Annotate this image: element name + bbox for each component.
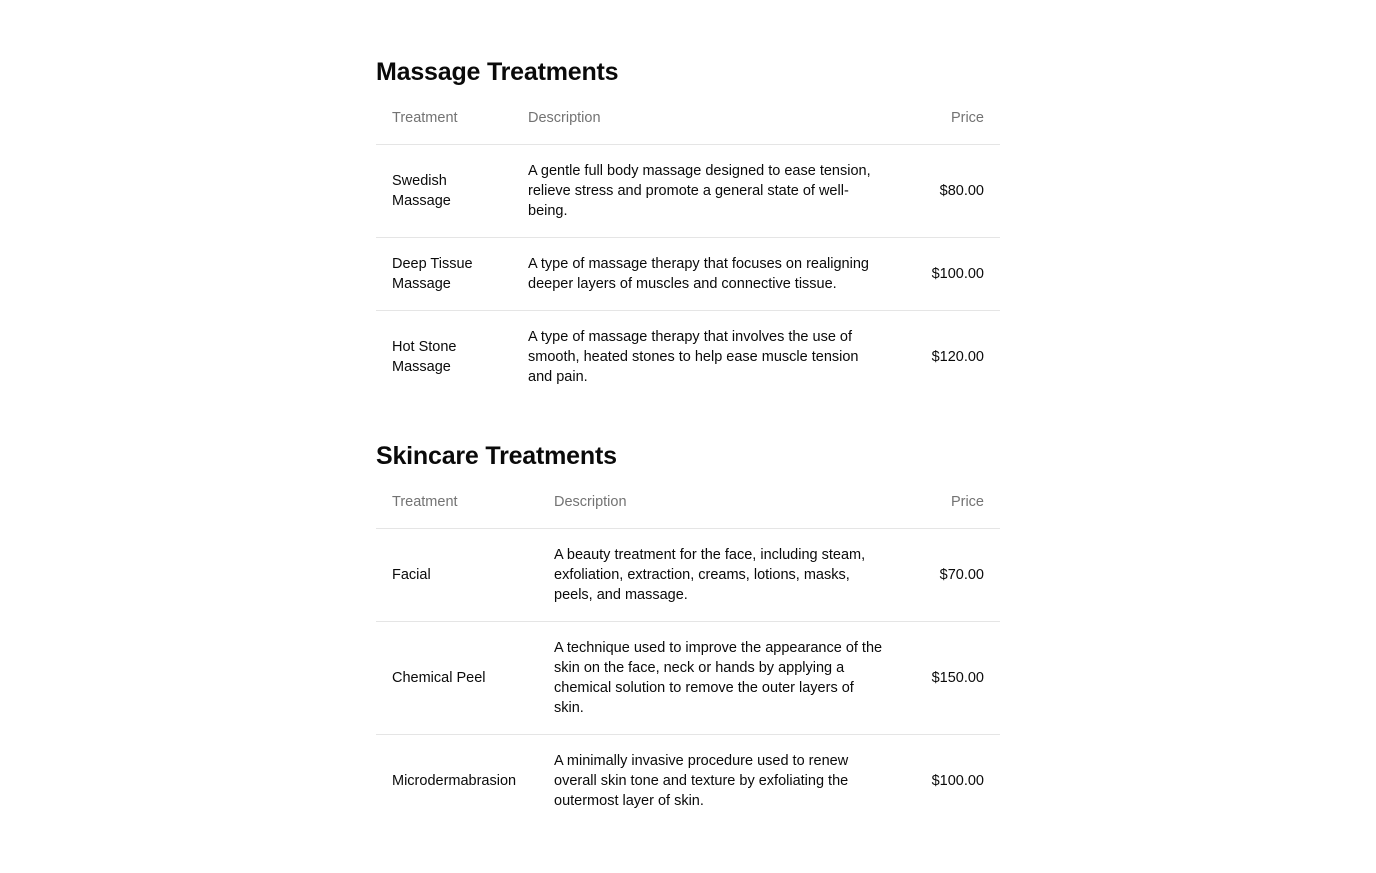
- treatment-price: $80.00: [900, 145, 1000, 238]
- treatment-price: $150.00: [900, 622, 1000, 735]
- table-header-row: [376, 92, 1000, 145]
- skincare-section: [376, 436, 1000, 827]
- treatment-name: Microdermabrasion: [392, 773, 517, 789]
- treatment-price: $100.00: [931, 773, 984, 789]
- table-row: [376, 145, 1000, 238]
- treatment-description: A type of massage therapy that involves the use of smooth, heated stones to help ease muscle tension and pain.: [528, 329, 859, 385]
- table-row: [376, 311, 1000, 404]
- table-row: [376, 622, 1000, 735]
- column-header-price: Price: [900, 476, 1000, 529]
- table-row: [376, 735, 1000, 828]
- massage-treatments-table: [376, 92, 1000, 403]
- column-header-description: Description: [538, 476, 900, 529]
- column-header-treatment: Treatment: [376, 92, 512, 145]
- treatment-name: Chemical Peel: [376, 622, 538, 735]
- column-header-price: Price: [900, 92, 1000, 145]
- table-row: [376, 238, 1000, 311]
- section-spacer: [376, 403, 1000, 436]
- column-header-treatment: Treatment: [376, 476, 538, 529]
- section-title-massage: Massage Treatments: [376, 58, 619, 86]
- treatment-price: $120.00: [931, 349, 984, 365]
- treatment-name: Facial: [376, 529, 538, 622]
- section-title-skincare: Skincare Treatments: [376, 442, 617, 470]
- massage-section: [376, 52, 1000, 403]
- treatment-name: Hot Stone Massage: [392, 339, 457, 375]
- treatment-description: A beauty treatment for the face, including steam, exfoliation, extraction, creams, lotions, masks, peels, and massage.: [538, 529, 900, 622]
- column-header-description: Description: [512, 92, 900, 145]
- skincare-treatments-table: [376, 476, 1000, 827]
- treatment-description: A minimally invasive procedure used to renew overall skin tone and texture by exfoliating the outermost layer of skin.: [554, 753, 849, 809]
- treatment-name: Swedish Massage: [376, 145, 512, 238]
- table-row: [376, 529, 1000, 622]
- treatment-price: $100.00: [900, 238, 1000, 311]
- treatments-page: [376, 0, 1000, 827]
- treatment-description: A type of massage therapy that focuses on realigning deeper layers of muscles and connective tissue.: [512, 238, 900, 311]
- treatment-name: Deep Tissue Massage: [376, 238, 512, 311]
- treatment-description: A technique used to improve the appearance of the skin on the face, neck or hands by applying a chemical solution to remove the outer layers of skin.: [538, 622, 900, 735]
- table-header-row: [376, 476, 1000, 529]
- treatment-description: A gentle full body massage designed to ease tension, relieve stress and promote a general state of well-being.: [512, 145, 900, 238]
- treatment-price: $70.00: [900, 529, 1000, 622]
